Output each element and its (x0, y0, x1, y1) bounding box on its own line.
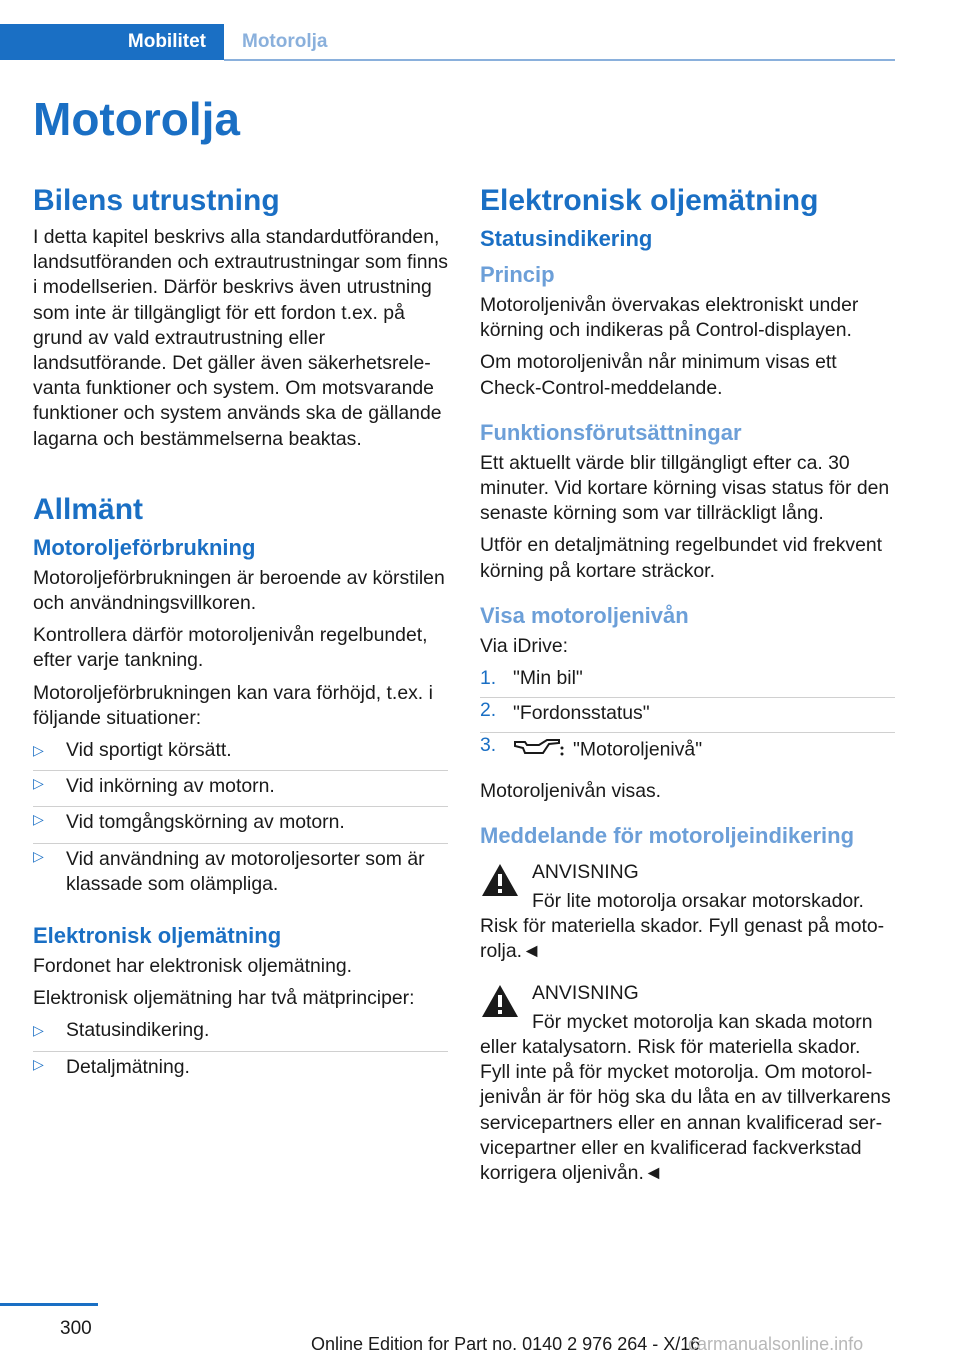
warning-triangle-icon (480, 862, 520, 898)
warning-triangle-icon (480, 983, 520, 1019)
heading-elektronisk-oljematning-main: Elektronisk oljemätning (480, 184, 819, 217)
tab-motorolja-label: Motorolja (242, 31, 328, 52)
paragraph-princip-2: Om motoroljenivån når minimum visas ett Check-Control-meddelande. (480, 351, 837, 399)
triangle-bullet-icon: ▷ (33, 811, 44, 828)
paragraph-forutsattningar-2: Utför en detaljmätning regelbundet vid frekvent körning på kortare sträckor. (480, 534, 883, 582)
heading-princip: Princip (480, 262, 555, 287)
heading-visa-motoroljenivan: Visa motoroljenivån (480, 602, 689, 628)
paragraph-forbrukning-2: Kontrollera därför motoroljenivån regelbundet, efter varje tankning. (33, 624, 428, 672)
triangle-bullet-icon: ▷ (33, 847, 44, 864)
situations-list (33, 738, 448, 904)
list-item: ▷ Vid inkörning av motorn. (33, 770, 448, 806)
triangle-bullet-icon: ▷ (33, 1022, 44, 1039)
paragraph-forbrukning-3: Motoroljeförbrukningen kan vara förhöjd, t.ex. i följande situationer: (33, 681, 433, 729)
heading-elektronisk-oljematning: Elektronisk oljemätning (33, 923, 282, 949)
heading-motoroljeforbrukning: Motoroljeförbrukning (33, 534, 256, 560)
idrive-steps-list (480, 666, 895, 772)
tab-mobilitet (0, 24, 224, 60)
paragraph-bilens-utrustning: I detta kapitel beskrivs alla standardutföranden, landsutföranden och extrautrustningar som finns i modellserien. Därför beskrivs även utrustning som inte är tillgängligt för ett fordon t.ex. på grund av vald extrautrustning eller landsutförande. Det gäller även säkerhetsrelevanta funktioner och system. Om motsvarande funktioner och system används ska de gällande lagarna och bestämmelserna beaktas. (33, 226, 448, 450)
list-item: ▷ Vid sportigt körsätt. (33, 738, 448, 770)
footer-edition: Online Edition for Part no. 0140 2 976 264 - X/16 (311, 1334, 701, 1354)
principles-list (33, 1018, 448, 1086)
paragraph-elektronisk-1: Fordonet har elektronisk oljemätning. (33, 955, 353, 978)
paragraph-forutsattningar-1: Ett aktuellt värde blir tillgängligt efter ca. 30 minuter. Vid kortare körning visas status för den senaste körning som var tillräckligt lång. (480, 451, 890, 525)
warning-heading: ANVISNING (532, 860, 639, 883)
header-tabbar (0, 24, 895, 62)
list-item: ▷ Vid användning av motoroljesorter som är klassade som olämpliga. (33, 843, 448, 904)
header-rule (224, 59, 895, 61)
triangle-bullet-icon: ▷ (33, 775, 44, 792)
list-item: ▷ Vid tomgångskörning av motorn. (33, 806, 448, 842)
tab-mobilitet-label: Mobilitet (127, 31, 206, 52)
heading-meddelande: Meddelande för motoroljeindikering (480, 822, 855, 848)
list-item: 3. "Motoroljenivå" (480, 732, 895, 771)
footer-rule (0, 1303, 98, 1306)
list-item: ▷ Detaljmätning. (33, 1051, 448, 1087)
warning-text: För lite motorolja orsakar motorskador. Risk för materiella skador. Fyll genast på motorolja.◄ (480, 890, 885, 963)
warning-heading: ANVISNING (532, 981, 639, 1004)
warning-box (480, 860, 895, 965)
left-column (33, 183, 448, 1094)
heading-statusindikering: Statusindikering (480, 226, 653, 251)
paragraph-elektronisk-2: Elektronisk oljemätning har två mätprinciper: (33, 987, 415, 1010)
paragraph-princip-1: Motoroljenivån övervakas elektroniskt under körning och indikeras på Control-displayen. (480, 294, 859, 342)
list-item: 1. "Min bil" (480, 667, 583, 690)
page-number: 300 (60, 1318, 92, 1339)
list-item: ▷ Statusindikering. (33, 1018, 448, 1050)
triangle-bullet-icon: ▷ (33, 742, 44, 759)
right-column (480, 183, 895, 1202)
footer-watermark: carmanualsonline.info (688, 1334, 864, 1354)
warning-box (480, 981, 895, 1187)
paragraph-forbrukning-1: Motoroljeförbrukningen är beroende av körstilen och användningsvillkoren. (33, 566, 445, 615)
paragraph-motoroljenivan-visas: Motoroljenivån visas. (480, 779, 662, 802)
list-item: 2. "Fordonsstatus" (480, 697, 895, 732)
oil-can-icon (513, 736, 565, 765)
warning-text: För mycket motorolja kan skada motorn eller katalysatorn. Risk för materiella skador. Fyll inte på för mycket motorolja. Om motoroljenivån är för hög ska du låta en av tillverkarens servicepartners eller en annan kvalificerad servicepartner eller en kvalificerad fackverkstad korrigera oljenivån.◄ (480, 1010, 891, 1185)
page-title: Motorolja (33, 93, 240, 145)
triangle-bullet-icon: ▷ (33, 1055, 44, 1072)
heading-allmant: Allmänt (33, 492, 144, 526)
paragraph-via-idrive: Via iDrive: (480, 634, 569, 657)
heading-bilens-utrustning: Bilens utrustning (33, 184, 280, 217)
heading-funktionsforutsattningar: Funktionsförutsättningar (480, 419, 742, 445)
